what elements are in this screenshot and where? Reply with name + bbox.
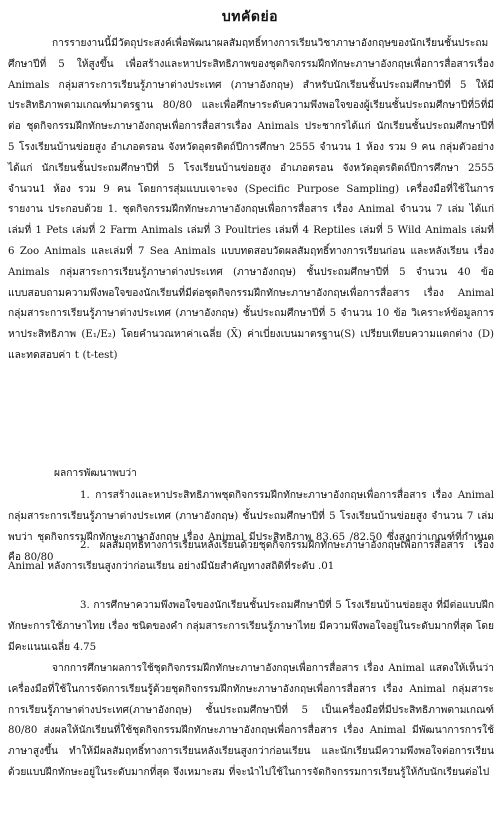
abstract-paragraph: การรายงานนี้มีวัตถุประสงค์เพื่อพัฒนาผลสัมฤทธิ์ทางการเรียนวิชาภาษาอังกฤษของนักเรียนชั้นประถมศึกษาปีที่ 5 ให้สูงขึ้น เพื่อสร้างและหาประสิทธิภาพของชุดกิจกรรมฝึกทักษะภาษาอังกฤษเพื่อการสื่อสารเรื่อง Animals กลุ่มสาระการเรียนรู้ภาษาต่างประเทศ (ภาษาอังกฤษ) สำหรับนักเรียนชั้นประถมศึกษาปีที่ 5 ให้มีประสิทธิภาพตามเกณฑ์มาตรฐาน 80/80 และเพื่อศึกษาระดับความพึงพอใจของผู้เรียนชั้นประถมศึกษาปีที่5ที่มีต่อ ชุดกิจกรรมฝึกทักษะภาษาอังกฤษเพื่อการสื่อสารเรื่อง Animals ประชากรได้แก่ นักเรียนชั้นประถมศึกษาปีที่ 5 โรงเรียนบ้านข่อยสูง อำเภอตรอน จังหวัดอุตรดิตถ์ปีการศึกษา 2555 จำนวน 1 ห้อง รวม 9 คน กลุ่มตัวอย่างได้แก่ นักเรียนชั้นประถมศึกษาปีที่ 5 โรงเรียนบ้านข่อยสูง อำเภอตรอน จังหวัดอุตรดิตถ์ปีการศึกษา 2555 จำนวน1 ห้อง รวม 9 คน โดยการสุ่มแบบเจาะจง (Specific Purpose Sampling) เครื่องมือที่ใช้ในการรายงาน ประกอบด้วย 1. ชุดกิจกรรมฝึกทักษะภาษาอังกฤษเพื่อการสื่อสาร เรื่อง Animal จำนวน 7 เล่ม ได้แก่ เล่มที่ 1 Pets เล่มที่ 2 Farm Animals เล่มที่ 3 Poultries เล่มที่ 4 Reptiles เล่มที่ 5 Wild Animals เล่มที่ 6 Zoo Animals และเล่มที่ 7 Sea Animals แบบทดสอบวัดผลสัมฤทธิ์ทางการเรียนก่อน และหลังเรียน เรื่อง Animals กลุ่มสาระการเรียนรู้ภาษาต่างประเทศ (ภาษาอังกฤษ) ชั้นประถมศึกษาปีที่ 5 จำนวน 40 ข้อ แบบสอบถามความพึงพอใจของนักเรียนที่มีต่อชุดกิจกรรมฝึกทักษะภาษาอังกฤษเพื่อการสื่อสาร เรื่อง Animal กลุ่มสาระการเรียนรู้ภาษาต่างประเทศ (ภาษาอังกฤษ) ชั้นประถมศึกษาปีที่ 5 จำนวน 10 ข้อ วิเคราะห์ข้อมูลการหาประสิทธิภาพ (E₁/E₂) โดยคำนวณหาค่าเฉลี่ย (X̄) ค่าเบี่ยงเบนมาตรฐาน(S) เปรียบเทียบความแตกต่าง (D) และทดสอบค่า t (t-test)	[8, 38, 494, 361]
result-item-3: 3. การศึกษาความพึงพอใจของนักเรียนชั้นประถมศึกษาปีที่ 5 โรงเรียนบ้านข่อยสูง ที่มีต่อแบบฝึกทักษะการใช้ภาษาไทย เรื่อง ชนิดของคำ กลุ่มสาระการเรียนรู้ภาษาไทย มีความพึงพอใจอยู่ในระดับมากที่สุด โดยมีคะแนนเฉลี่ย 4.75	[8, 600, 494, 653]
results-heading: ผลการพัฒนาพบว่า	[54, 468, 137, 479]
conclusion-paragraph: จากการศึกษาผลการใช้ชุดกิจกรรมฝึกทักษะภาษาอังกฤษเพื่อการสื่อสาร เรื่อง Animal แสดงให้เห็นว่าเครื่องมือที่ใช้ในการจัดการเรียนรู้ด้วยชุดกิจกรรมฝึกทักษะภาษาอังกฤษเพื่อการสื่อสาร เรื่อง Animal กลุ่มสาระการเรียนรู้ภาษาต่างประเทศ(ภาษาอังกฤษ) ชั้นประถมศึกษาปีที่ 5 เป็นเครื่องมือที่มีประสิทธิภาพตามเกณฑ์ 80/80 ส่งผลให้นักเรียนที่ใช้ชุดกิจกรรมฝึกทักษะภาษาอังกฤษเพื่อการสื่อสาร เรื่อง Animal มีพัฒนาการการใช้ภาษาสูงขึ้น ทำให้มีผลสัมฤทธิ์ทางการเรียนหลังเรียนสูงกว่าก่อนเรียน และนักเรียนมีความพึงพอใจต่อการเรียนด้วยแบบฝึกทักษะอยู่ในระดับมากที่สุด จึงเหมาะสม ที่จะนำไปใช้ในการจัดกิจกรรมการเรียนรู้ให้กับนักเรียนต่อไป	[8, 663, 494, 778]
result-item-2: 2. ผลสัมฤทธิ์ทางการเรียนหลังเรียนด้วยชุดกิจกรรมฝึกทักษะภาษาอังกฤษเพื่อการสื่อสาร เรื่อง Animal หลังการเรียนสูงกว่าก่อนเรียน อย่างมีนัยสำคัญทางสถิติที่ระดับ .01	[8, 540, 494, 572]
result-item-1: 1. การสร้างและหาประสิทธิภาพชุดกิจกรรมฝึกทักษะภาษาอังกฤษเพื่อการสื่อสาร เรื่อง Animal กลุ่มสาระการเรียนรู้ภาษาต่างประเทศ (ภาษาอังกฤษ) ชั้นประถมศึกษาปีที่ 5 โรงเรียนบ้านข่อยสูง จำนวน 7 เล่ม พบว่า ชุดกิจกรรมฝึกทักษะภาษาอังกฤษ เรื่อง Animal มีประสิทธิภาพ 83.65 /82.50 ซึ่งสูงกว่าเกณฑ์ที่กำหนด คือ 80/80	[8, 490, 494, 564]
page-title: บทคัดย่อ	[221, 9, 279, 25]
